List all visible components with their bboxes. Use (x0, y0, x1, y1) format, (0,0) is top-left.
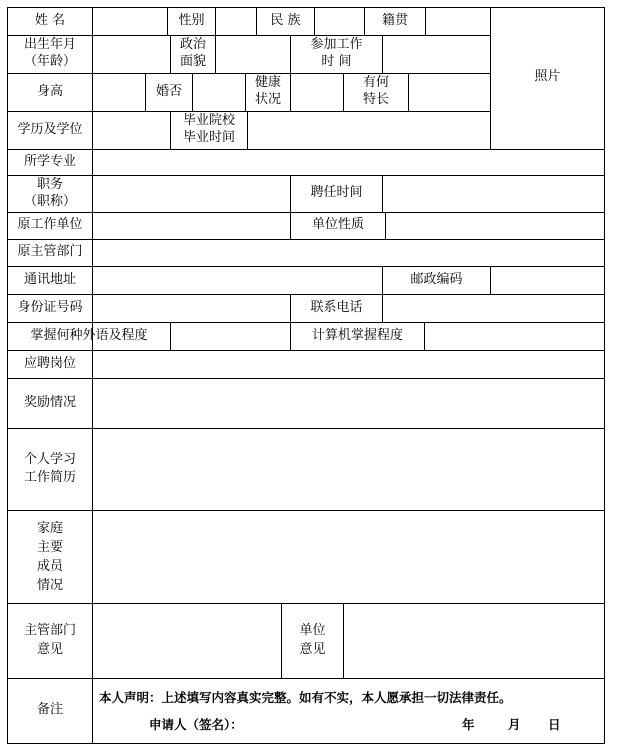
label-family-3: 成员 (36, 559, 63, 574)
label-applied-post: 应聘岗位 (23, 356, 76, 371)
label-height: 身高 (36, 84, 63, 99)
name-field[interactable] (93, 8, 167, 35)
row-line (7, 678, 605, 679)
awards-field[interactable] (93, 379, 604, 428)
phone-field[interactable] (383, 295, 604, 322)
label-unit-nature: 单位性质 (311, 217, 364, 232)
label-unit-opinion-2: 意见 (299, 642, 326, 657)
dept-opinion-field[interactable] (93, 604, 281, 678)
unit-opinion-field[interactable] (344, 604, 604, 678)
label-position-2: （职称） (23, 194, 76, 209)
label-remarks: 备注 (36, 702, 63, 717)
label-major: 所学专业 (23, 154, 76, 169)
label-specialty-1: 有何 (362, 75, 389, 90)
education-field[interactable] (93, 112, 170, 149)
ethnicity-field[interactable] (315, 8, 364, 35)
gender-field[interactable] (216, 8, 256, 35)
label-dept-opinion-1: 主管部门 (23, 623, 76, 638)
label-former-dept: 原主管部门 (17, 244, 83, 259)
label-name: 姓 名 (34, 13, 66, 28)
label-gender: 性别 (178, 13, 205, 28)
position-field[interactable] (93, 176, 290, 212)
languages-field[interactable] (171, 323, 290, 350)
address-field[interactable] (93, 267, 382, 294)
family-field[interactable] (93, 511, 604, 603)
label-resume-1: 个人学习 (23, 452, 76, 467)
label-id-number: 身份证号码 (17, 300, 83, 315)
political-field[interactable] (216, 36, 290, 73)
label-work-start-1: 参加工作 (310, 37, 363, 52)
former-employer-field[interactable] (93, 213, 290, 239)
label-unit-opinion-1: 单位 (299, 623, 326, 638)
border-right (604, 7, 605, 744)
native-place-field[interactable] (426, 8, 490, 35)
computer-field[interactable] (425, 323, 604, 350)
applicant-signature-label: 申请人（签名）： (149, 717, 243, 732)
label-former-employer: 原工作单位 (17, 217, 83, 232)
label-birth-date: 出生年月 (23, 37, 76, 52)
border-bottom (7, 743, 605, 744)
label-native-place: 籍贯 (381, 13, 408, 28)
label-dept-opinion-2: 意见 (36, 642, 63, 657)
postcode-field[interactable] (491, 267, 604, 294)
label-computer: 计算机掌握程度 (311, 328, 403, 343)
label-age: （年龄） (23, 54, 76, 69)
label-resume-2: 工作简历 (23, 470, 76, 485)
label-postcode: 邮政编码 (410, 272, 463, 287)
label-awards: 奖励情况 (23, 395, 76, 410)
label-address: 通讯地址 (23, 272, 76, 287)
label-work-start-2: 时 间 (321, 54, 352, 69)
label-political-1: 政治 (179, 37, 206, 52)
major-field[interactable] (93, 150, 604, 175)
health-field[interactable] (291, 74, 343, 111)
col-line (92, 678, 93, 743)
date-year-label: 年 (462, 717, 475, 732)
label-position-1: 职务 (36, 177, 63, 192)
id-number-field[interactable] (93, 295, 290, 322)
label-phone: 联系电话 (310, 300, 363, 315)
label-ethnicity: 民 族 (270, 13, 301, 28)
label-school-2: 毕业时间 (182, 130, 235, 145)
label-specialty-2: 特长 (362, 92, 389, 107)
height-field[interactable] (93, 74, 145, 111)
label-political-2: 面貌 (179, 54, 206, 69)
applied-post-field[interactable] (93, 351, 604, 378)
label-hire-time: 聘任时间 (310, 185, 363, 200)
school-field[interactable] (248, 112, 490, 149)
declaration-text: 本人声明：上述填写内容真实完整。如有不实，本人愿承担一切法律责任。 (99, 690, 512, 705)
marital-field[interactable] (193, 74, 245, 111)
label-school-1: 毕业院校 (182, 113, 235, 128)
date-day-label: 日 (548, 717, 561, 732)
label-family-4: 情况 (36, 578, 63, 593)
unit-nature-field[interactable] (386, 213, 604, 239)
label-education: 学历及学位 (17, 122, 83, 137)
label-health-2: 状况 (254, 92, 281, 107)
work-start-field[interactable] (383, 36, 490, 73)
date-month-label: 月 (508, 717, 521, 732)
label-health-1: 健康 (254, 75, 281, 90)
former-dept-field[interactable] (93, 240, 604, 266)
label-photo: 照片 (534, 69, 561, 84)
label-marital: 婚否 (155, 84, 182, 99)
specialty-field[interactable] (409, 74, 490, 111)
label-languages: 掌握何种外语及程度 (30, 328, 148, 343)
resume-field[interactable] (93, 429, 604, 510)
signature-field[interactable] (262, 712, 452, 736)
label-family-2: 主要 (36, 540, 63, 555)
label-family-1: 家庭 (36, 521, 63, 536)
hire-time-field[interactable] (383, 176, 604, 212)
birth-date-field[interactable] (93, 36, 170, 73)
